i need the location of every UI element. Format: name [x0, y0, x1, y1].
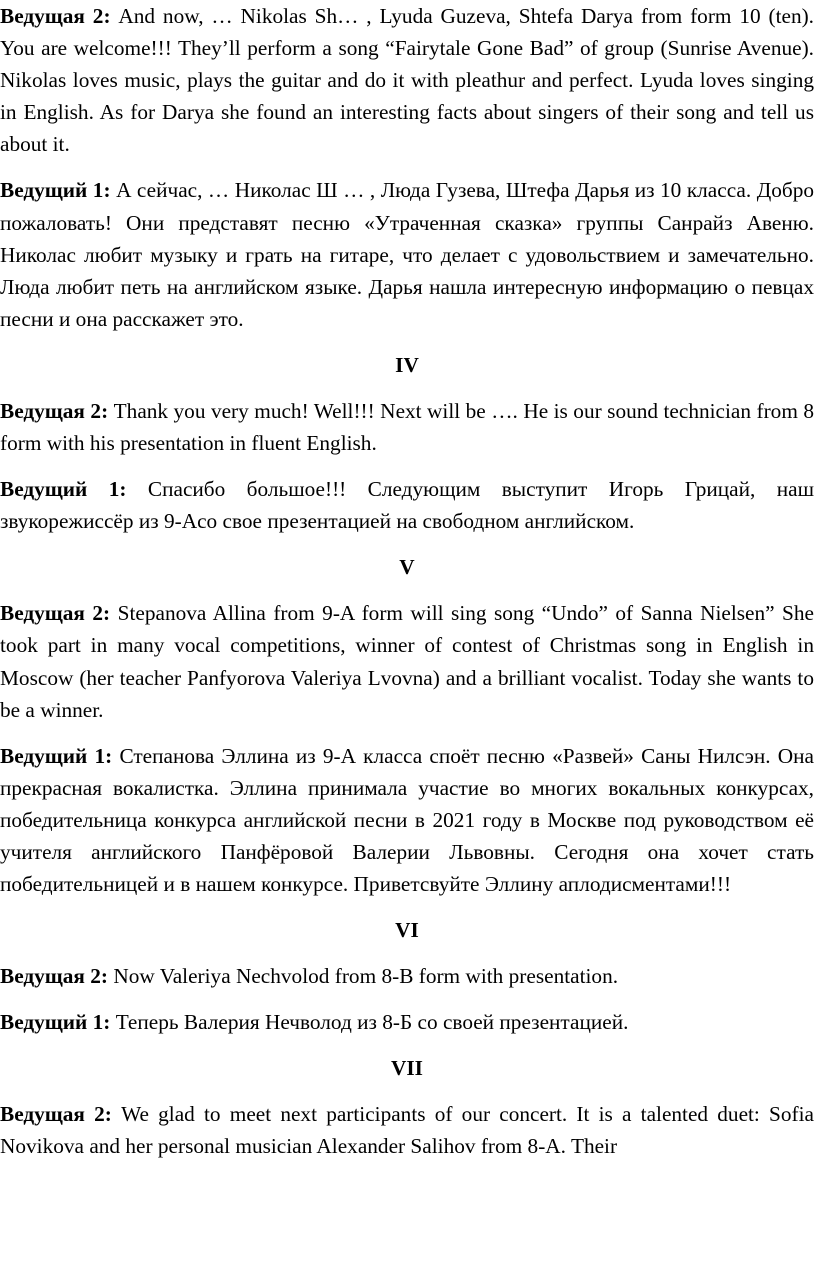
section-heading-iv: IV	[395, 352, 419, 377]
speaker-label: Ведущий 1:	[0, 1010, 111, 1035]
paragraph-host2-undo	[0, 597, 814, 725]
speaker-label: Ведущая 2:	[0, 601, 111, 626]
paragraph-text: Степанова Эллина из 9-А класса споёт песню «Развей» Саны Нилсэн. Она прекрасная вокалистка. Эллина принимала участие во многих вокальных конкурсах, победительница конкурса английской песни в 2021 году в Москве под руководством её учителя английского Панфёровой Валерии Львовны. Сегодня она хочет стать победительницей и в нашем конкурсе. Приветсвуйте Эллину аплодисментами!!!	[0, 743, 815, 897]
paragraph-text: We glad to meet next participants of our concert. It is a talented duet: Sofia Novikova and her personal musician Alexander Salihov from 8-A. Their	[0, 1102, 814, 1159]
speaker-label: Ведущий 1:	[0, 743, 113, 768]
paragraph-text: Спасибо большое!!! Следующим выступит Игорь Грицай, наш звукорежиссёр из 9-Aсо своe презентацией на свободном английском.	[0, 477, 815, 534]
section-heading-vi: VI	[395, 918, 419, 943]
paragraph-text: А сейчас, … Николас Ш … , Люда Гузева, Штефа Дарья из 10 класса. Добро пожаловать! Они представят песню «Утраченная сказка» группы Санрайз Авеню. Николас любит музыку и грать на гитаре, что делает с удовольствием и замечательно. Люда любит петь на английском языке. Дарья нашла интересную информацию о певцах песни и она расскажет это.	[0, 178, 814, 331]
speaker-label: Ведущая 2:	[0, 1102, 112, 1127]
paragraph-host1-intro-sunrise	[0, 174, 814, 334]
speaker-label: Ведущий 1:	[0, 477, 127, 502]
paragraph-host2-sound-technician	[0, 395, 814, 459]
paragraph-host2-intro-sunrise	[0, 0, 814, 160]
paragraph-text: Now Valeriya Nechvolod from 8-B form with presentation.	[113, 964, 619, 989]
paragraph-host2-duet	[0, 1098, 814, 1162]
paragraph-text: Теперь Валерия Нечволод из 8-Б со своей презентацией.	[115, 1010, 629, 1035]
paragraph-host1-sound-technician	[0, 473, 814, 537]
speaker-label: Ведущий 1:	[0, 178, 111, 203]
paragraph-host2-presentation	[0, 960, 814, 992]
paragraph-text: And now, … Nikolas Sh… , Lyuda Guzeva, Shtefa Darya from form 10 (ten). You are welcome!!! They’ll perform a song “Fairytale Gone Bad” of group (Sunrise Avenue). Nikolas loves music, plays the guitar and do it with pleathur and perfect. Lyuda loves singing in English. As for Darya she found an interesting facts about singers of their song and tell us about it.	[0, 4, 815, 157]
section-heading-vii: VII	[391, 1056, 423, 1081]
speaker-label: Ведущая 2:	[0, 398, 109, 423]
paragraph-host1-presentation	[0, 1006, 814, 1038]
paragraph-text: Thank you very much! Well!!! Next will be …. He is our sound technician from 8 form with his presentation in fluent English.	[0, 398, 815, 456]
speaker-label: Ведущая 2:	[0, 4, 111, 28]
paragraph-text: Stepanova Allina from 9-A form will sing song “Undo” of Sanna Nielsen” She took part in many vocal competitions, winner of contest of Christmas song in English in Moscow (her teacher Panfyorova Valeriya Lvovna) and a brilliant vocalist. Today she wants to be a winner.	[0, 601, 814, 722]
section-heading-v: V	[399, 555, 415, 580]
paragraph-host1-undo	[0, 740, 814, 900]
speaker-label: Ведущая 2:	[0, 964, 109, 989]
